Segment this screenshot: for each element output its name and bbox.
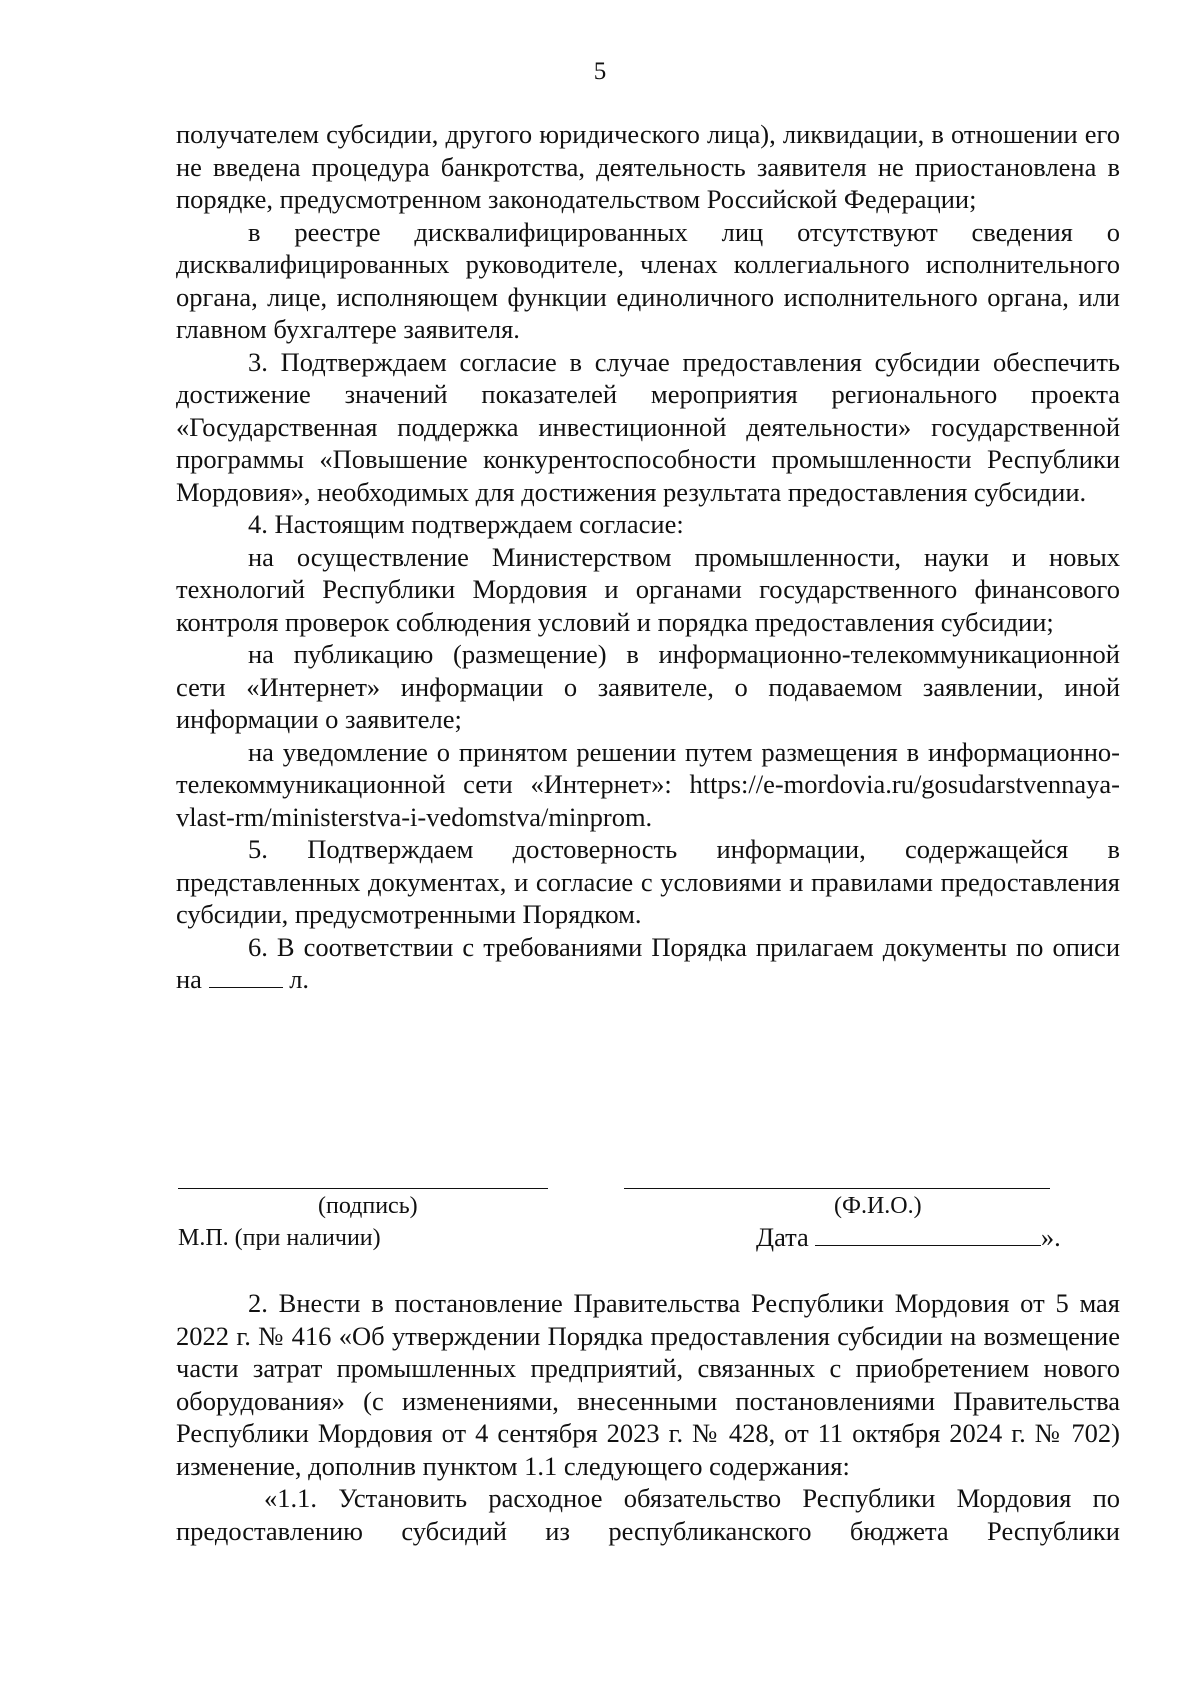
paragraph-consent-heading: 4. Настоящим подтверждаем согласие: bbox=[248, 509, 684, 539]
paragraph-attachments bbox=[176, 931, 1120, 996]
paragraph-disqualified-registry: в реестре дисквалифицированных лиц отсутствуют сведения о дисквалифицированных руководителе, членах коллегиального исполнительного органа, лице, исполняющем функции единоличного исполнительного органа, или главном бухгалтере заявителя. bbox=[176, 216, 1120, 344]
name-line bbox=[624, 1188, 1050, 1189]
paragraph-consent-notification: на уведомление о принятом решении путем размещения в информационно-телекоммуникационной сети «Интернет»: https://e-mordovia.ru/gosudarstvennaya-vlast-rm/ministerstva-i-vedomstva/minprom. bbox=[176, 736, 1120, 832]
attachments-text: 6. В соответствии с требованиями Порядка прилагаем документы по описи на bbox=[176, 931, 1120, 994]
date-label: Дата bbox=[756, 1222, 809, 1252]
amendment-paragraph: 2. Внести в постановление Правительства Республики Мордовия от 5 мая 2022 г. № 416 «Об утверждении Порядка предоставления субсидии на возмещение части затрат промышленных предприятий, связанных с приобретением нового оборудования» (с изменениями, внесенными постановлениями Правительства Республики Мордовия от 4 сентября 2023 г. № 428, от 11 октября 2024 г. № 702) изменение, дополнив пунктом 1.1 следующего содержания: bbox=[176, 1288, 1120, 1481]
signature-caption: (подпись) bbox=[318, 1193, 418, 1219]
paragraph-consent-indicators: 3. Подтверждаем согласие в случае предоставления субсидии обеспечить достижение значений показателей мероприятия регионального проекта «Государственная поддержка инвестиционной деятельности» государственной программы «Повышение конкурентоспособности промышленности Республики Мордовия», необходимых для достижения результата предоставления субсидии. bbox=[176, 346, 1120, 507]
amendment-section bbox=[176, 1287, 1120, 1547]
name-caption: (Ф.И.О.) bbox=[834, 1193, 922, 1219]
sheets-suffix: л. bbox=[289, 964, 310, 994]
document-body bbox=[176, 118, 1120, 996]
date-field bbox=[756, 1222, 1061, 1253]
signature-line bbox=[178, 1188, 548, 1189]
date-blank bbox=[815, 1223, 1041, 1246]
date-close: ». bbox=[1040, 1222, 1061, 1252]
paragraph-consent-inspections: на осуществление Министерством промышленности, науки и новых технологий Республики Мордовия и органами государственного финансового контроля проверок соблюдения условий и порядка предоставления субсидии; bbox=[176, 541, 1120, 637]
paragraph-consent-publication: на публикацию (размещение) в информационно-телекоммуникационной сети «Интернет» информации о заявителе, о подаваемом заявлении, иной информации о заявителе; bbox=[176, 639, 1120, 734]
paragraph-reliability: 5. Подтверждаем достоверность информации, содержащейся в представленных документах, и согласие с условиями и правилами предоставления субсидии, предусмотренными Порядком. bbox=[176, 834, 1120, 929]
amendment-quote: «1.1. Установить расходное обязательство Республики Мордовия по предоставлению субсидий из республиканского бюджета Республики bbox=[176, 1483, 1120, 1546]
sheets-count-blank bbox=[209, 967, 283, 988]
paragraph-liquidation: получателем субсидии, другого юридического лица), ликвидации, в отношении его не введена процедура банкротства, деятельность заявителя не приостановлена в порядке, предусмотренном законодательством Российской Федерации; bbox=[176, 119, 1120, 214]
stamp-label: М.П. (при наличии) bbox=[178, 1225, 381, 1251]
page-number: 5 bbox=[593, 58, 607, 85]
